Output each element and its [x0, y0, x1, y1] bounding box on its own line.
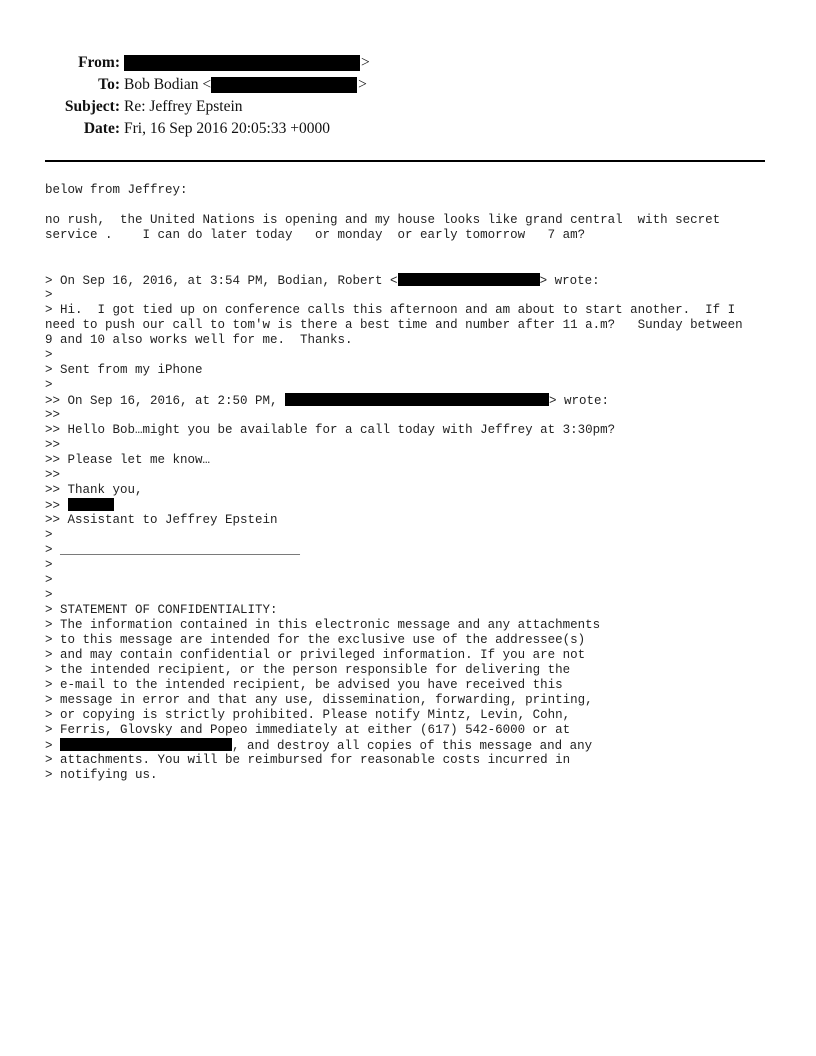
quote-marker: > [45, 378, 53, 392]
quote-marker: > [45, 348, 53, 362]
blank-line [45, 243, 785, 258]
to-value: Bob Bodian < > [124, 76, 367, 93]
subject-row [0, 96, 816, 118]
quote-marker: > [45, 573, 53, 587]
quote-marker: >> [45, 408, 61, 422]
confidentiality-line: > Ferris, Glovsky and Popeo immediately at either (617) 542-6000 or at [45, 723, 571, 737]
sent-from-iphone: > Sent from my iPhone [45, 363, 203, 377]
email-header [0, 52, 816, 140]
confidentiality-line: > to this message are intended for the exclusive use of the addressee(s) [45, 633, 586, 647]
confidentiality-line: > message in error and that any use, dissemination, forwarding, printing, [45, 693, 593, 707]
confidentiality-line: > the intended recipient, or the person responsible for delivering the [45, 663, 571, 677]
quote2-signature: >> [45, 498, 785, 513]
quote1-header: > On Sep 16, 2016, at 3:54 PM, Bodian, Robert < > wrote: [45, 274, 600, 288]
quote-marker: > [45, 588, 53, 602]
quote1-text-line: > Hi. I got tied up on conference calls this afternoon and am about to start another. If I [45, 303, 736, 317]
confidentiality-title: > STATEMENT OF CONFIDENTIALITY: [45, 603, 278, 617]
quote-marker: > [45, 288, 53, 302]
redaction-block [60, 738, 232, 751]
email-body [45, 183, 785, 783]
body-intro: below from Jeffrey: [45, 183, 188, 197]
from-label: From: [78, 54, 120, 71]
quote1-text-line: need to push our call to tom'w is there a best time and number after 11 a.m? Sunday between [45, 318, 743, 332]
redaction-block [68, 498, 114, 511]
to-label: To: [98, 76, 120, 93]
header-divider [45, 160, 765, 162]
subject-value: Re: Jeffrey Epstein [124, 98, 243, 115]
subject-label: Subject: [64, 98, 120, 115]
quote2-text-line: >> Please let me know… [45, 453, 211, 467]
from-row [0, 52, 816, 74]
redaction-block [398, 273, 540, 286]
date-row [0, 118, 816, 140]
confidentiality-line: > attachments. You will be reimbursed for reasonable costs incurred in [45, 753, 571, 767]
blank-line [45, 198, 785, 213]
redaction-block [285, 393, 549, 406]
quote2-text-line: >> Assistant to Jeffrey Epstein [45, 513, 278, 527]
blank-line [45, 258, 785, 273]
quote-marker: > [45, 528, 53, 542]
reply-text-line: service . I can do later today or monday or early tomorrow 7 am? [45, 228, 586, 242]
date-value: Fri, 16 Sep 2016 20:05:33 +0000 [124, 120, 330, 137]
quote2-header: >> On Sep 16, 2016, at 2:50 PM, > wrote: [45, 394, 610, 408]
quote2-text-line: >> Thank you, [45, 483, 143, 497]
quote2-text-line: >> Hello Bob…might you be available for a call today with Jeffrey at 3:30pm? [45, 423, 616, 437]
quote-separator: > ________________________________ [45, 543, 301, 557]
redaction-block [211, 77, 357, 93]
confidentiality-line: > and may contain confidential or privileged information. If you are not [45, 648, 586, 662]
quote-marker: >> [45, 468, 61, 482]
quote-marker: > [45, 558, 53, 572]
reply-text-line: no rush, the United Nations is opening and my house looks like grand central with secret [45, 213, 721, 227]
confidentiality-line: > or copying is strictly prohibited. Please notify Mintz, Levin, Cohn, [45, 708, 571, 722]
quote1-text-line: 9 and 10 also works well for me. Thanks. [45, 333, 353, 347]
confidentiality-line: > , and destroy all copies of this message and any [45, 739, 593, 753]
confidentiality-line: > The information contained in this electronic message and any attachments [45, 618, 601, 632]
confidentiality-line: > notifying us. [45, 768, 158, 782]
confidentiality-line: > e-mail to the intended recipient, be advised you have received this [45, 678, 563, 692]
date-label: Date: [83, 120, 120, 137]
to-row [0, 74, 816, 96]
quote-marker: >> [45, 438, 61, 452]
from-value: > [124, 52, 370, 74]
redaction-block [124, 55, 360, 71]
